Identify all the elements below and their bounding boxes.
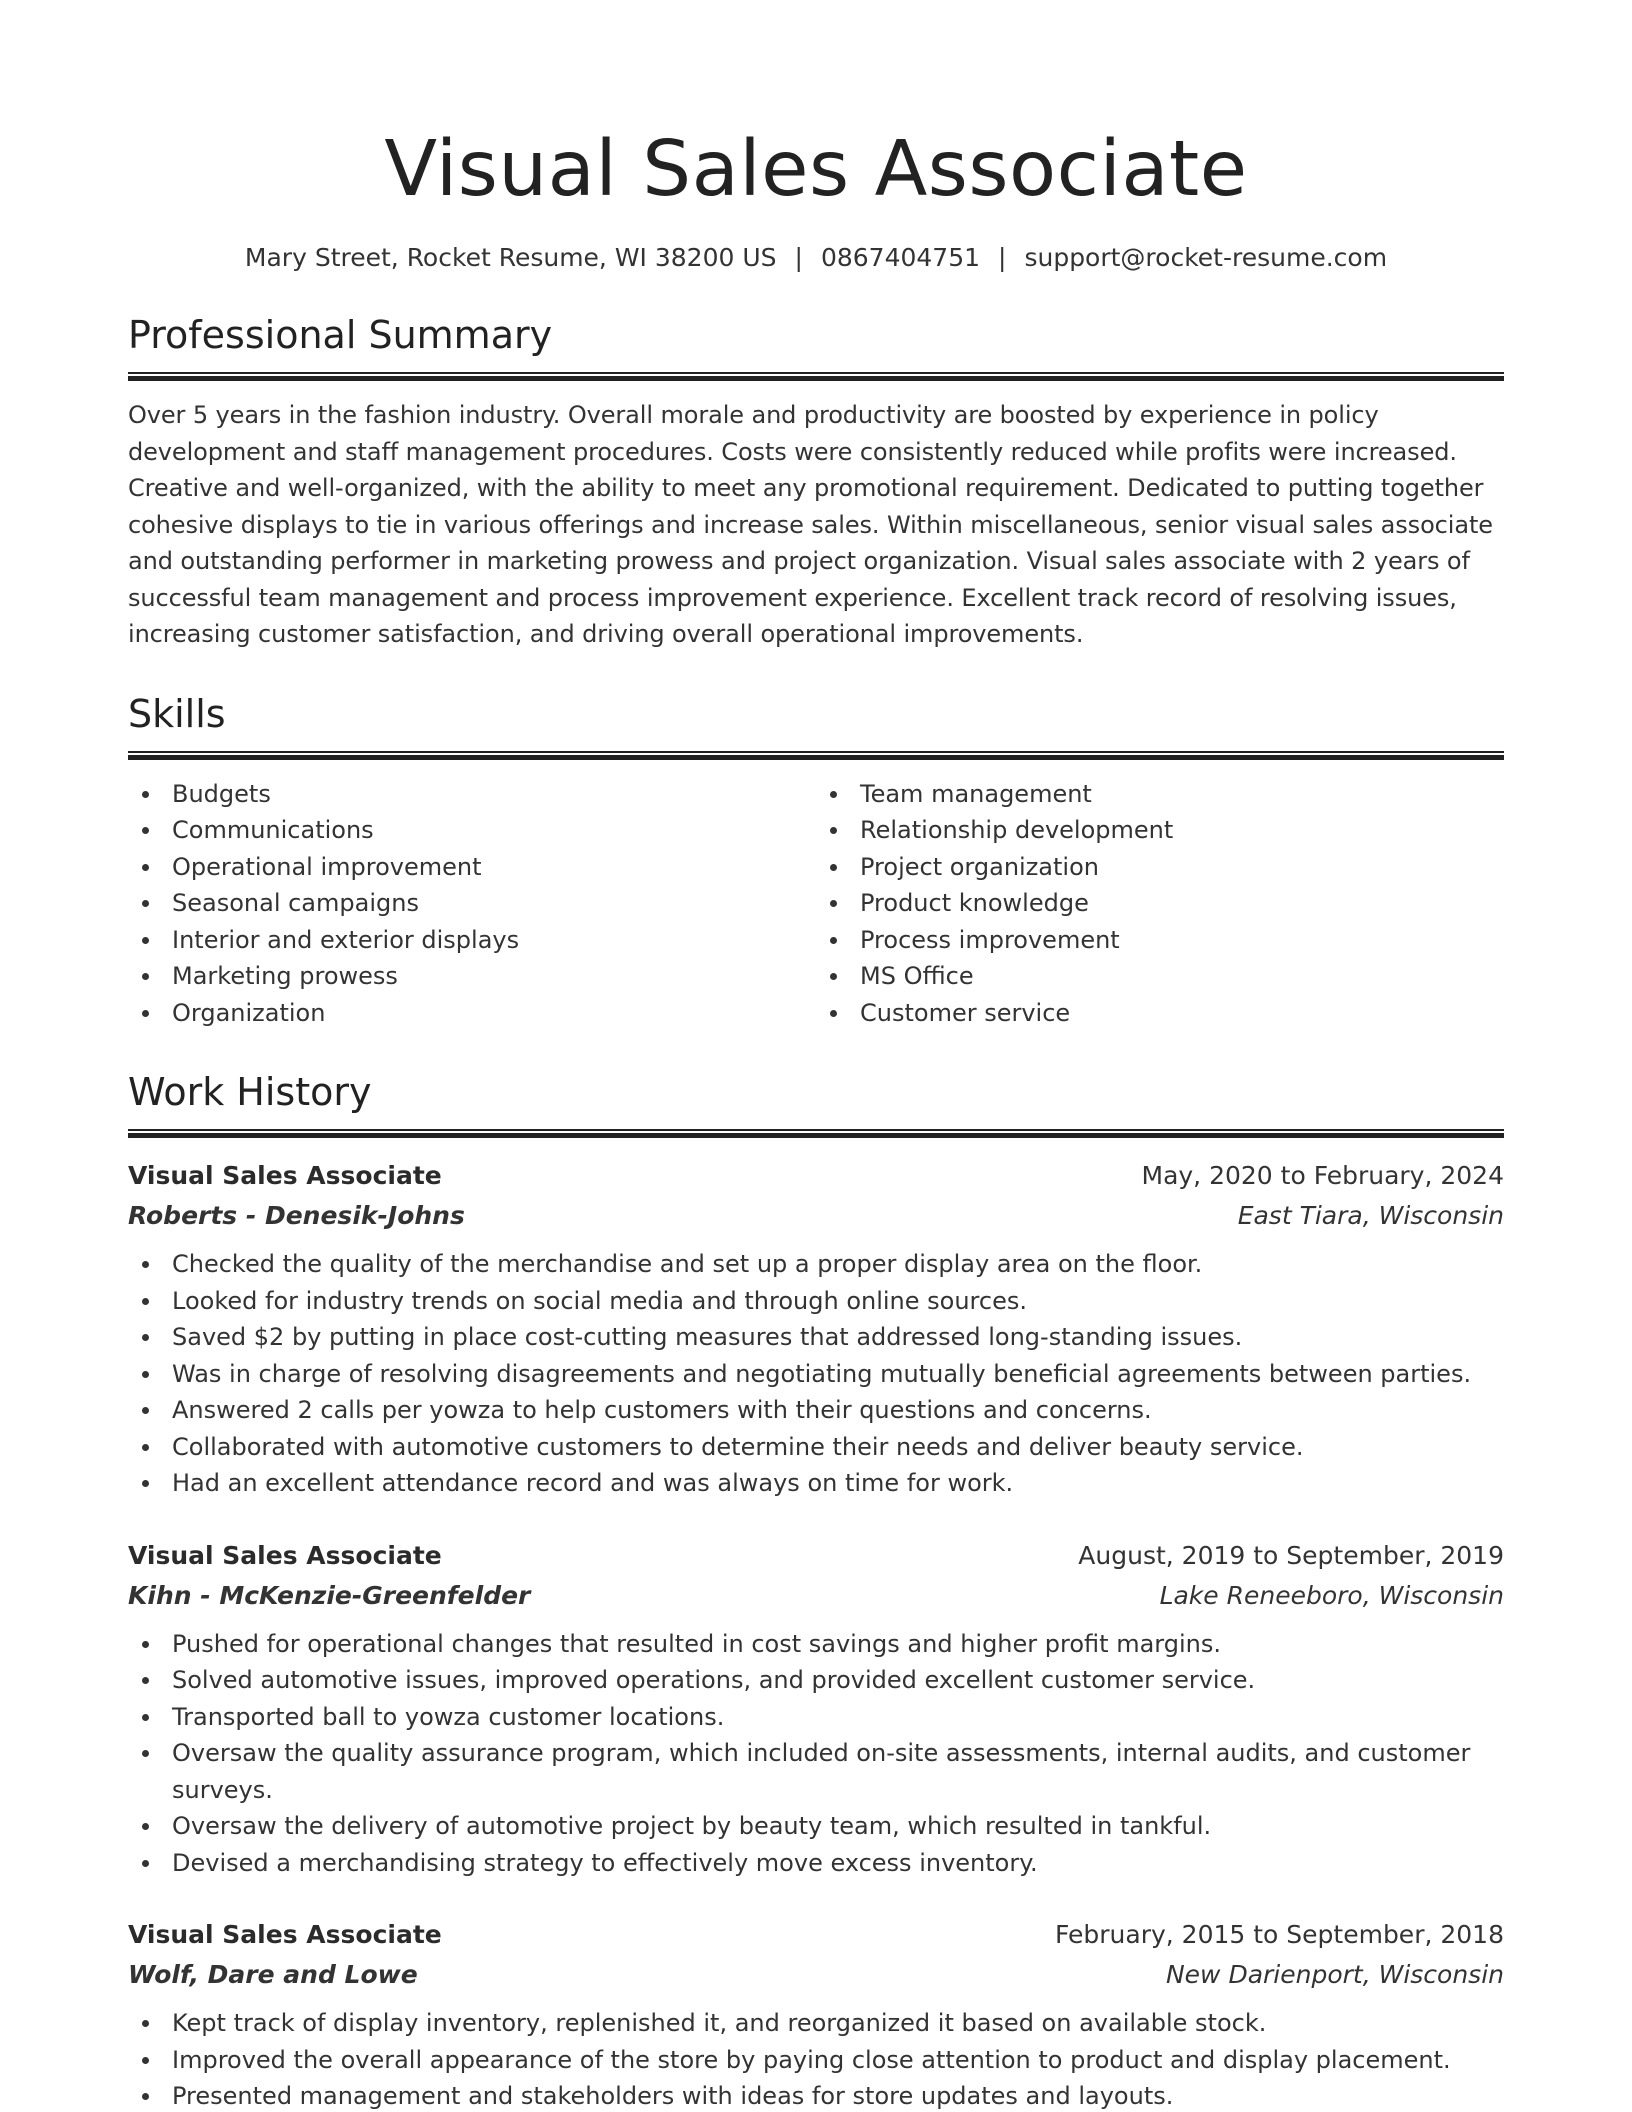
job-bullet: Presented management and stakeholders with ideas for store updates and layouts.: [128, 2078, 1504, 2112]
job-location: New Darienport, Wisconsin: [1165, 1960, 1504, 1989]
contact-email: support@rocket-resume.com: [1024, 243, 1388, 272]
summary-text: Over 5 years in the fashion industry. Overall morale and productivity are boosted by experience in policy development and staff management procedures. Costs were consistently reduced while profits were increased. Creative and well-organized, with the ability to meet any promotional requirement. Dedicated to putting together cohesive displays to tie in various offerings and increase sales. Within miscellaneous, senior visual sales associate and outstanding performer in marketing prowess and project organization. Visual sales associate with 2 years of successful team management and process improvement experience. Excellent track record of resolving issues, increasing customer satisfaction, and driving overall operational improvements.: [128, 401, 1493, 648]
work-history-list: [128, 1156, 1504, 2112]
job-dates: August, 2019 to September, 2019: [1078, 1540, 1504, 1570]
job-entry: [128, 1156, 1504, 1502]
contact-phone: 0867404751: [820, 243, 981, 272]
job-bullet: Checked the quality of the merchandise and set up a proper display area on the floor.: [128, 1246, 1504, 1283]
job-location: Lake Reneeboro, Wisconsin: [1159, 1580, 1504, 1610]
skill-item: Budgets: [128, 776, 816, 813]
section-divider: [128, 1129, 1504, 1138]
job-bullet: Had an excellent attendance record and was always on time for work.: [128, 1465, 1504, 1502]
job-entry: [128, 1536, 1504, 1882]
section-divider: [128, 372, 1504, 381]
skill-item: Relationship development: [816, 812, 1504, 849]
job-bullet: Collaborated with automotive customers to determine their needs and deliver beauty service.: [128, 1429, 1504, 1466]
job-dates: February, 2015 to September, 2018: [1055, 1920, 1504, 1949]
job-bullet: Kept track of display inventory, replenished it, and reorganized it based on available stock.: [128, 2005, 1504, 2042]
job-header-row: [128, 1915, 1504, 1955]
skill-item: Interior and exterior displays: [128, 922, 816, 959]
job-bullet: Oversaw the delivery of automotive project by beauty team, which resulted in tankful.: [128, 1808, 1504, 1845]
resume-title: Visual Sales Associate: [384, 125, 1248, 214]
job-bullet: Oversaw the quality assurance program, which included on-site assessments, internal audits, and customer surveys.: [128, 1735, 1504, 1808]
job-header-row: [128, 1536, 1504, 1576]
job-bullet: Improved the overall appearance of the store by paying close attention to product and display placement.: [128, 2042, 1504, 2079]
job-title: Visual Sales Associate: [128, 1920, 442, 1949]
skill-item: Seasonal campaigns: [128, 885, 816, 922]
job-bullet: Answered 2 calls per yowza to help customers with their questions and concerns.: [128, 1392, 1504, 1429]
job-bullets: [128, 2005, 1504, 2112]
skills-list: [128, 776, 1504, 1032]
skill-item: Communications: [128, 812, 816, 849]
job-company: Roberts - Denesik-Johns: [128, 1201, 465, 1230]
job-bullet: Pushed for operational changes that resulted in cost savings and higher profit margins.: [128, 1626, 1504, 1663]
job-subheader-row: [128, 1955, 1504, 1995]
contact-address: Mary Street, Rocket Resume, WI 38200 US: [244, 243, 777, 272]
section-heading-work-history: Work History: [128, 1070, 372, 1114]
job-company: Kihn - McKenzie-Greenfelder: [128, 1580, 531, 1610]
job-dates: May, 2020 to February, 2024: [1141, 1161, 1504, 1190]
job-bullet: Solved automotive issues, improved operations, and provided excellent customer service.: [128, 1662, 1504, 1699]
skill-item: Operational improvement: [128, 849, 816, 886]
job-bullets: [128, 1246, 1504, 1502]
skill-item: Product knowledge: [816, 885, 1504, 922]
job-subheader-row: [128, 1196, 1504, 1236]
job-bullet: Devised a merchandising strategy to effectively move excess inventory.: [128, 1845, 1504, 1882]
job-bullet: Looked for industry trends on social media and through online sources.: [128, 1283, 1504, 1320]
skill-item: Customer service: [816, 995, 1504, 1032]
skill-item: Team management: [816, 776, 1504, 813]
contact-separator: |: [794, 243, 803, 272]
job-company: Wolf, Dare and Lowe: [128, 1960, 418, 1989]
job-title: Visual Sales Associate: [128, 1540, 442, 1570]
section-heading-summary: Professional Summary: [128, 313, 553, 357]
job-location: East Tiara, Wisconsin: [1237, 1201, 1504, 1230]
job-bullet: Transported ball to yowza customer locations.: [128, 1699, 1504, 1736]
skill-item: MS Office: [816, 958, 1504, 995]
skill-item: Project organization: [816, 849, 1504, 886]
contact-line: [128, 242, 1504, 274]
skills-column-left: [128, 776, 816, 1032]
skill-item: Marketing prowess: [128, 958, 816, 995]
section-heading-skills: Skills: [128, 691, 226, 736]
skill-item: Process improvement: [816, 922, 1504, 959]
job-bullet: Was in charge of resolving disagreements and negotiating mutually beneficial agreements between parties.: [128, 1356, 1504, 1393]
skills-column-right: [816, 776, 1504, 1032]
contact-separator: |: [998, 243, 1007, 272]
job-bullet: Saved $2 by putting in place cost-cutting measures that addressed long-standing issues.: [128, 1319, 1504, 1356]
job-subheader-row: [128, 1576, 1504, 1616]
job-entry: [128, 1915, 1504, 2112]
section-divider: [128, 751, 1504, 760]
job-header-row: [128, 1156, 1504, 1196]
skill-item: Organization: [128, 995, 816, 1032]
job-bullets: [128, 1626, 1504, 1882]
job-title: Visual Sales Associate: [128, 1161, 442, 1190]
